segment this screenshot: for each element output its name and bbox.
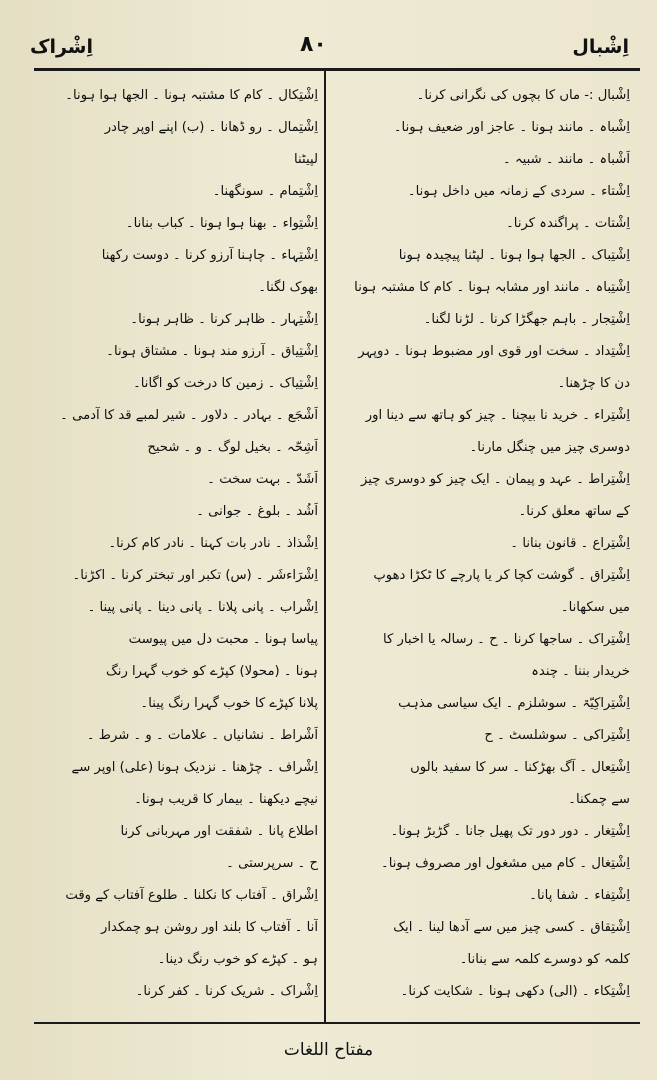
dictionary-entry-line: نیچے دیکھنا ۔ بیمار کا قریب ہونا۔ bbox=[134, 792, 318, 807]
dictionary-entry-line: اَشْجَع ۔ بہادر ۔ دلاور ۔ شیر لمبے قد کا آدمی ۔ bbox=[60, 408, 318, 423]
dictionary-entry-line: پیاسا ہونا ۔ محبت دل میں پیوست bbox=[128, 632, 318, 647]
dictionary-entry-line: اِشْتِکال ۔ کام کا مشتبہ ہونا ۔ الجھا ہوا ہونا۔ bbox=[65, 88, 318, 103]
dictionary-entry-line: اَشُد ۔ بلوغ ۔ جوانی ۔ bbox=[196, 504, 318, 519]
dictionary-entry-line: اِشْتِغار ۔ دور دور تک پھیل جانا ۔ گڑبڑ ہونا۔ bbox=[390, 824, 630, 839]
dictionary-entry-line: اِشْراب ۔ پانی پلانا ۔ پانی دینا ۔ پانی پینا ۔ bbox=[87, 600, 318, 615]
header-right-word: اِشْبال bbox=[572, 36, 629, 58]
dictionary-entry-line: اَشَدّ ۔ بہت سخت ۔ bbox=[207, 472, 318, 487]
dictionary-entry-line: اَشِحّہ ۔ بخیل لوگ ۔ و ۔ شحیح bbox=[147, 440, 318, 455]
dictionary-entry-line: اِشْتِباہ ۔ مانند اور مشابہ ہونا ۔ کام کا مشتبہ ہونا bbox=[354, 280, 630, 295]
dictionary-entry-line: اِشْتِداد ۔ سخت اور قوی اور مضبوط ہونا ۔ دوپہر bbox=[358, 344, 630, 359]
dictionary-entry-line: اِشْتِراکی ۔ سوشلسٹ ۔ ح bbox=[484, 728, 630, 743]
dictionary-entry-line: اِشْتِراق ۔ گوشت کچا کر یا پارچے کا ٹکڑا دھوپ bbox=[373, 568, 630, 583]
dictionary-entry-line: اِشْتِواء ۔ بھنا ہوا ہونا ۔ کباب بنانا۔ bbox=[125, 216, 318, 231]
top-rule bbox=[34, 68, 640, 71]
right-column bbox=[336, 80, 630, 1015]
column-divider bbox=[324, 68, 326, 1024]
dictionary-entry-line: اِشْتِراک ۔ ساجھا کرنا ۔ ح ۔ رسالہ یا اخبار کا bbox=[383, 632, 630, 647]
dictionary-entry-line: اِشْتات ۔ پراگندہ کرنا۔ bbox=[506, 216, 630, 231]
dictionary-entry-line: اِشْباہ ۔ مانند ہونا ۔ عاجز اور ضعیف ہونا۔ bbox=[393, 120, 630, 135]
dictionary-entry-line: اِشْتِباک ۔ الجھا ہوا ہونا ۔ لپٹنا پیچیدہ ہونا bbox=[398, 248, 630, 263]
dictionary-entry-line: اِشْرَاءشَر ۔ (س) تکبر اور تبختر کرنا ۔ اکڑنا۔ bbox=[72, 568, 318, 583]
dictionary-entry-line: اِشْتاء ۔ سردی کے زمانہ میں داخل ہونا۔ bbox=[407, 184, 630, 199]
dictionary-entry-line: اِشْتِراع ۔ قانون بنانا ۔ bbox=[510, 536, 630, 551]
dictionary-entry-line: اِشْتِمام ۔ سونگھنا۔ bbox=[212, 184, 318, 199]
dictionary-entry-line: کے ساتھ معلق کرنا۔ bbox=[518, 504, 630, 519]
dictionary-entry-line: اِشْتِمال ۔ رو ڈھانا ۔ (ب) اپنے اوپر چادر bbox=[104, 120, 318, 135]
dictionary-entry-line: بھوک لگنا۔ bbox=[258, 280, 318, 295]
dictionary-entry-line: اِشْذاذ ۔ نادر بات کہنا ۔ نادر کام کرنا۔ bbox=[108, 536, 318, 551]
dictionary-entry-line: دوسری چیز میں چنگل مارنا۔ bbox=[469, 440, 630, 455]
dictionary-entry-line: اِشْراک ۔ شریک کرنا ۔ کفر کرنا۔ bbox=[135, 984, 318, 999]
dictionary-entry-line: اطلاع پانا ۔ شفقت اور مہربانی کرنا bbox=[120, 824, 318, 839]
dictionary-entry-line: اِشْراف ۔ چڑھنا ۔ نزدیک ہونا (علی) اوپر سے bbox=[71, 760, 318, 775]
dictionary-entry-line: کلمہ کو دوسرے کلمہ سے بنانا۔ bbox=[459, 952, 630, 967]
dictionary-entry-line: آنا ۔ آفتاب کا بلند اور روشن ہو چمکدار bbox=[100, 920, 318, 935]
dictionary-entry-line: لپیٹنا bbox=[294, 152, 318, 167]
dictionary-entry-line: اِشْبال :- ماں کا بچوں کی نگرانی کرنا۔ bbox=[416, 88, 630, 103]
dictionary-entry-line: اِشْتِغال ۔ کام میں مشغول اور مصروف ہونا۔ bbox=[380, 856, 630, 871]
dictionary-entry-line: دن کا چڑھنا۔ bbox=[557, 376, 630, 391]
bottom-rule bbox=[34, 1022, 640, 1024]
page-number: ۸۰ bbox=[300, 32, 327, 57]
dictionary-entry-line: اِشْتِقاق ۔ کسی چیز میں سے آدھا لینا ۔ ایک bbox=[393, 920, 630, 935]
dictionary-entry-line: اِشْتِہار ۔ ظاہر کرنا ۔ ظاہر ہونا۔ bbox=[130, 312, 318, 327]
dictionary-entry-line: اِشْتِراء ۔ خرید نا بیچنا ۔ چیز کو ہاتھ سے دینا اور bbox=[365, 408, 630, 423]
dictionary-entry-line: پلانا کپڑے کا خوب گہرا رنگ پینا۔ bbox=[140, 696, 318, 711]
dictionary-entry-line: اِشْتِکاء ۔ (الی) دکھی ہونا ۔ شکایت کرنا۔ bbox=[400, 984, 630, 999]
dictionary-entry-line: ہو ۔ کپڑے کو خوب رنگ دینا۔ bbox=[157, 952, 318, 967]
dictionary-entry-line: میں سکھانا۔ bbox=[560, 600, 630, 615]
header-left-word: اِشْراک bbox=[30, 36, 93, 58]
dictionary-entry-line: اِشْتِجار ۔ باہم جھگڑا کرنا ۔ لڑنا لگنا۔ bbox=[423, 312, 630, 327]
dictionary-entry-line: اَشْراط ۔ نشانیاں ۔ علامات ۔ و ۔ شرط ۔ bbox=[86, 728, 318, 743]
dictionary-entry-line: اِشْتِعال ۔ آگ بھڑکنا ۔ سر کا سفید بالوں bbox=[410, 760, 630, 775]
dictionary-entry-line: اِشْراق ۔ آفتاب کا نکلنا ۔ طلوع آفتاب کے وقت bbox=[65, 888, 318, 903]
dictionary-entry-line: ح ۔ سرپرستی ۔ bbox=[226, 856, 318, 871]
dictionary-entry-line: اِشْتِراکِیّۃ ۔ سوشلزم ۔ ایک سیاسی مذہب bbox=[398, 696, 630, 711]
footer-title: مفتاح اللغات bbox=[283, 1040, 374, 1060]
left-column bbox=[40, 80, 318, 1015]
dictionary-entry-line: اِشْتِیاق ۔ آرزو مند ہونا ۔ مشتاق ہونا۔ bbox=[106, 344, 318, 359]
page-header bbox=[0, 10, 657, 70]
dictionary-entry-line: اِشْتِفاء ۔ شفا پانا۔ bbox=[529, 888, 630, 903]
dictionary-entry-line: سے چمکنا۔ bbox=[568, 792, 630, 807]
dictionary-entry-line: اِشْتِراط ۔ عہد و پیمان ۔ ایک چیز کو دوسری چیز bbox=[361, 472, 630, 487]
dictionary-entry-line: اِشْتِیاک ۔ زمین کا درخت کو اگانا۔ bbox=[133, 376, 318, 391]
dictionary-entry-line: اَشْباہ ۔ مانند ۔ شبیہ ۔ bbox=[503, 152, 630, 167]
dictionary-entry-line: اِشْتِہاء ۔ چاہنا آرزو کرنا ۔ دوست رکھنا bbox=[101, 248, 318, 263]
dictionary-entry-line: ہونا ۔ (محولا) کپڑے کو خوب گہرا رنگ bbox=[105, 664, 318, 679]
dictionary-entry-line: خریدار بننا ۔ چندہ bbox=[531, 664, 630, 679]
